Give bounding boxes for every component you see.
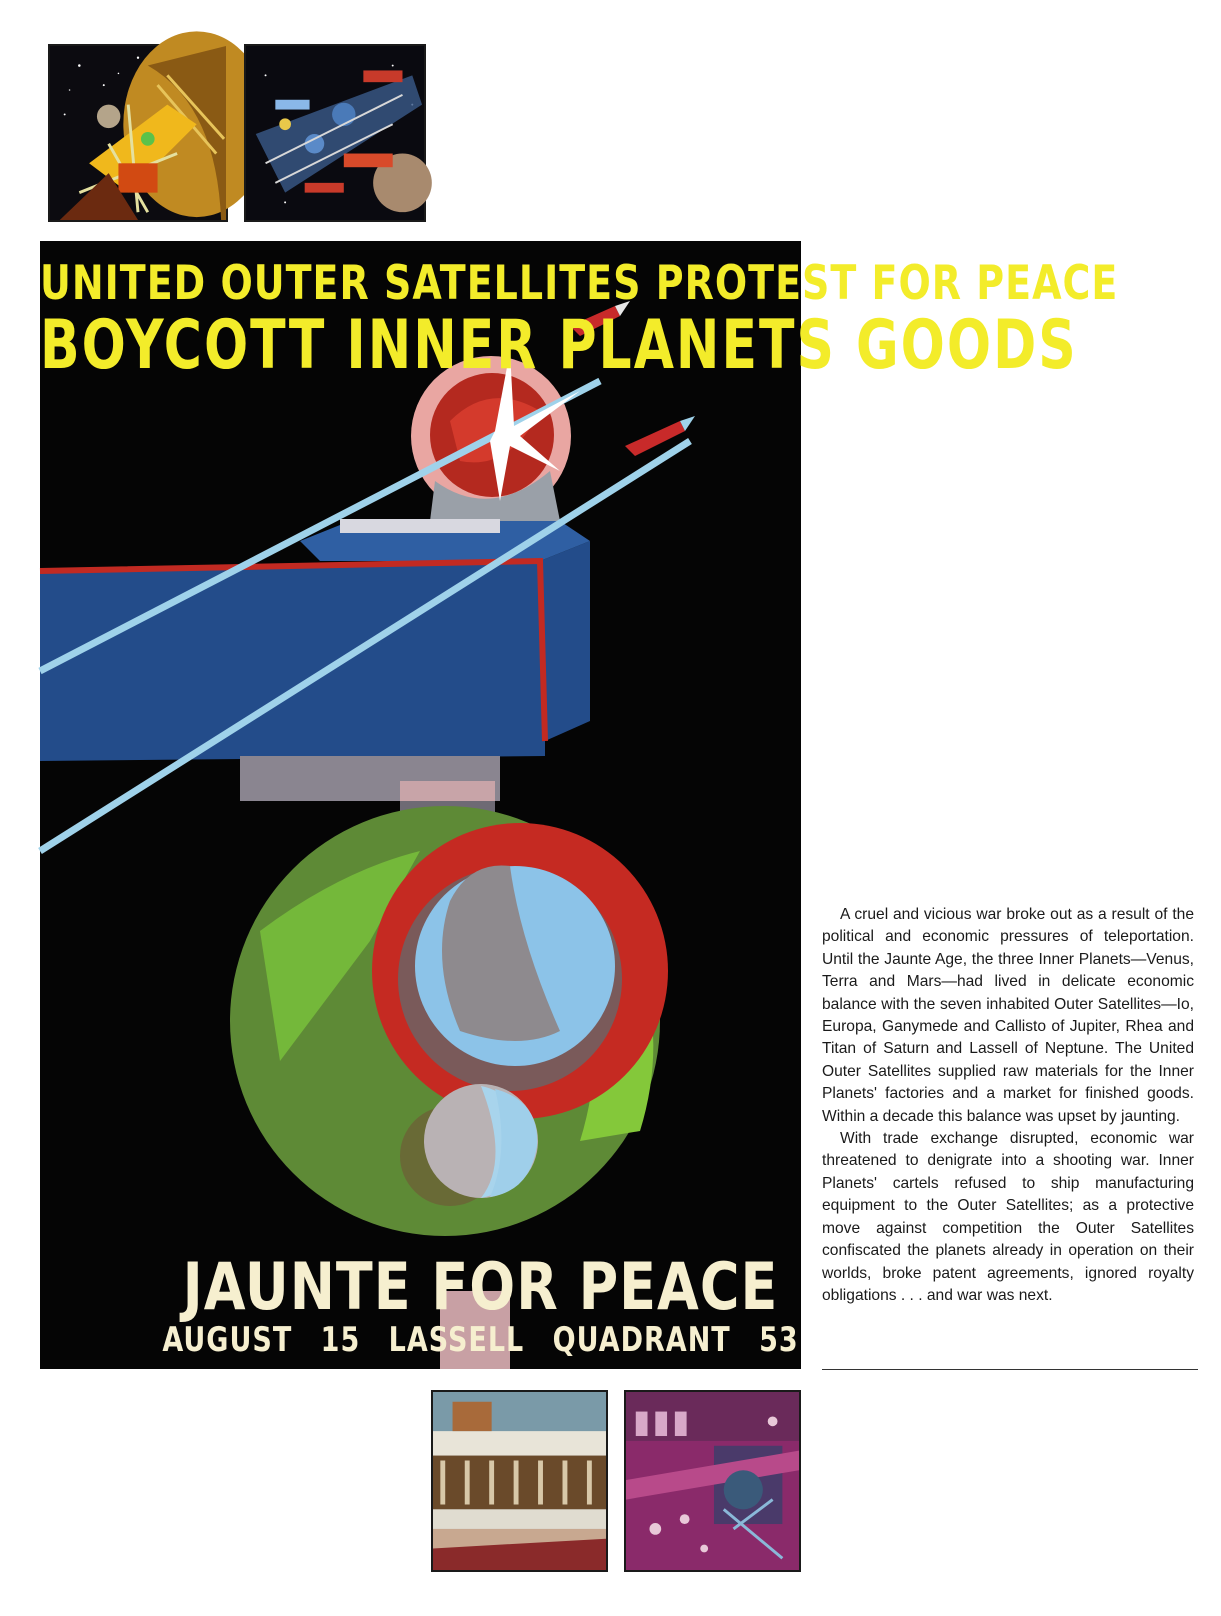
illustration-ruined-building [431,1390,608,1572]
illustration-spaceship-fleet [244,44,426,222]
poster-event-details: AUGUST 15 LASSELL QUADRANT 53 [162,1321,799,1360]
illustration-space-station [48,44,228,222]
poster-headline-protest: UNITED OUTER SATELLITES PROTEST FOR PEACE [40,255,1119,310]
article-paragraph-2: With trade exchange disrupted, economic war threatened to denigrate into a shooting war. Inner Planets' cartels refused to ship manufacturing equipment to the Outer Satellites; as a protective move against competition the Outer Satellites confiscated the planets already in operation on their worlds, broke patent agreements, ignored royalty obligations . . . and war was next. [822,1130,1194,1304]
illustration-purple-machinery [624,1390,801,1572]
article-paragraph-1: A cruel and vicious war broke out as a result of the political and economic pressures of teleportation. Until the Jaunte Age, the three Inner Planets—Venus, Terra and Mars—had lived in delicate economic balance with the seven inhabited Outer Satellites—Io, Europa, Ganymede and Callisto of Jupiter, Rhea and Titan of Saturn and Lassell of Neptune. The United Outer Satellites supplied raw materials for the Inner Planets' factories and a market for finished goods. Within a decade this balance was upset by jaunting. [822,906,1194,1125]
article-text [822,904,1194,1307]
poster-slogan: JAUNTE FOR PEACE [182,1249,779,1325]
article-divider [822,1369,1198,1370]
poster-headline-boycott: BOYCOTT INNER PLANETS GOODS [40,307,1078,385]
